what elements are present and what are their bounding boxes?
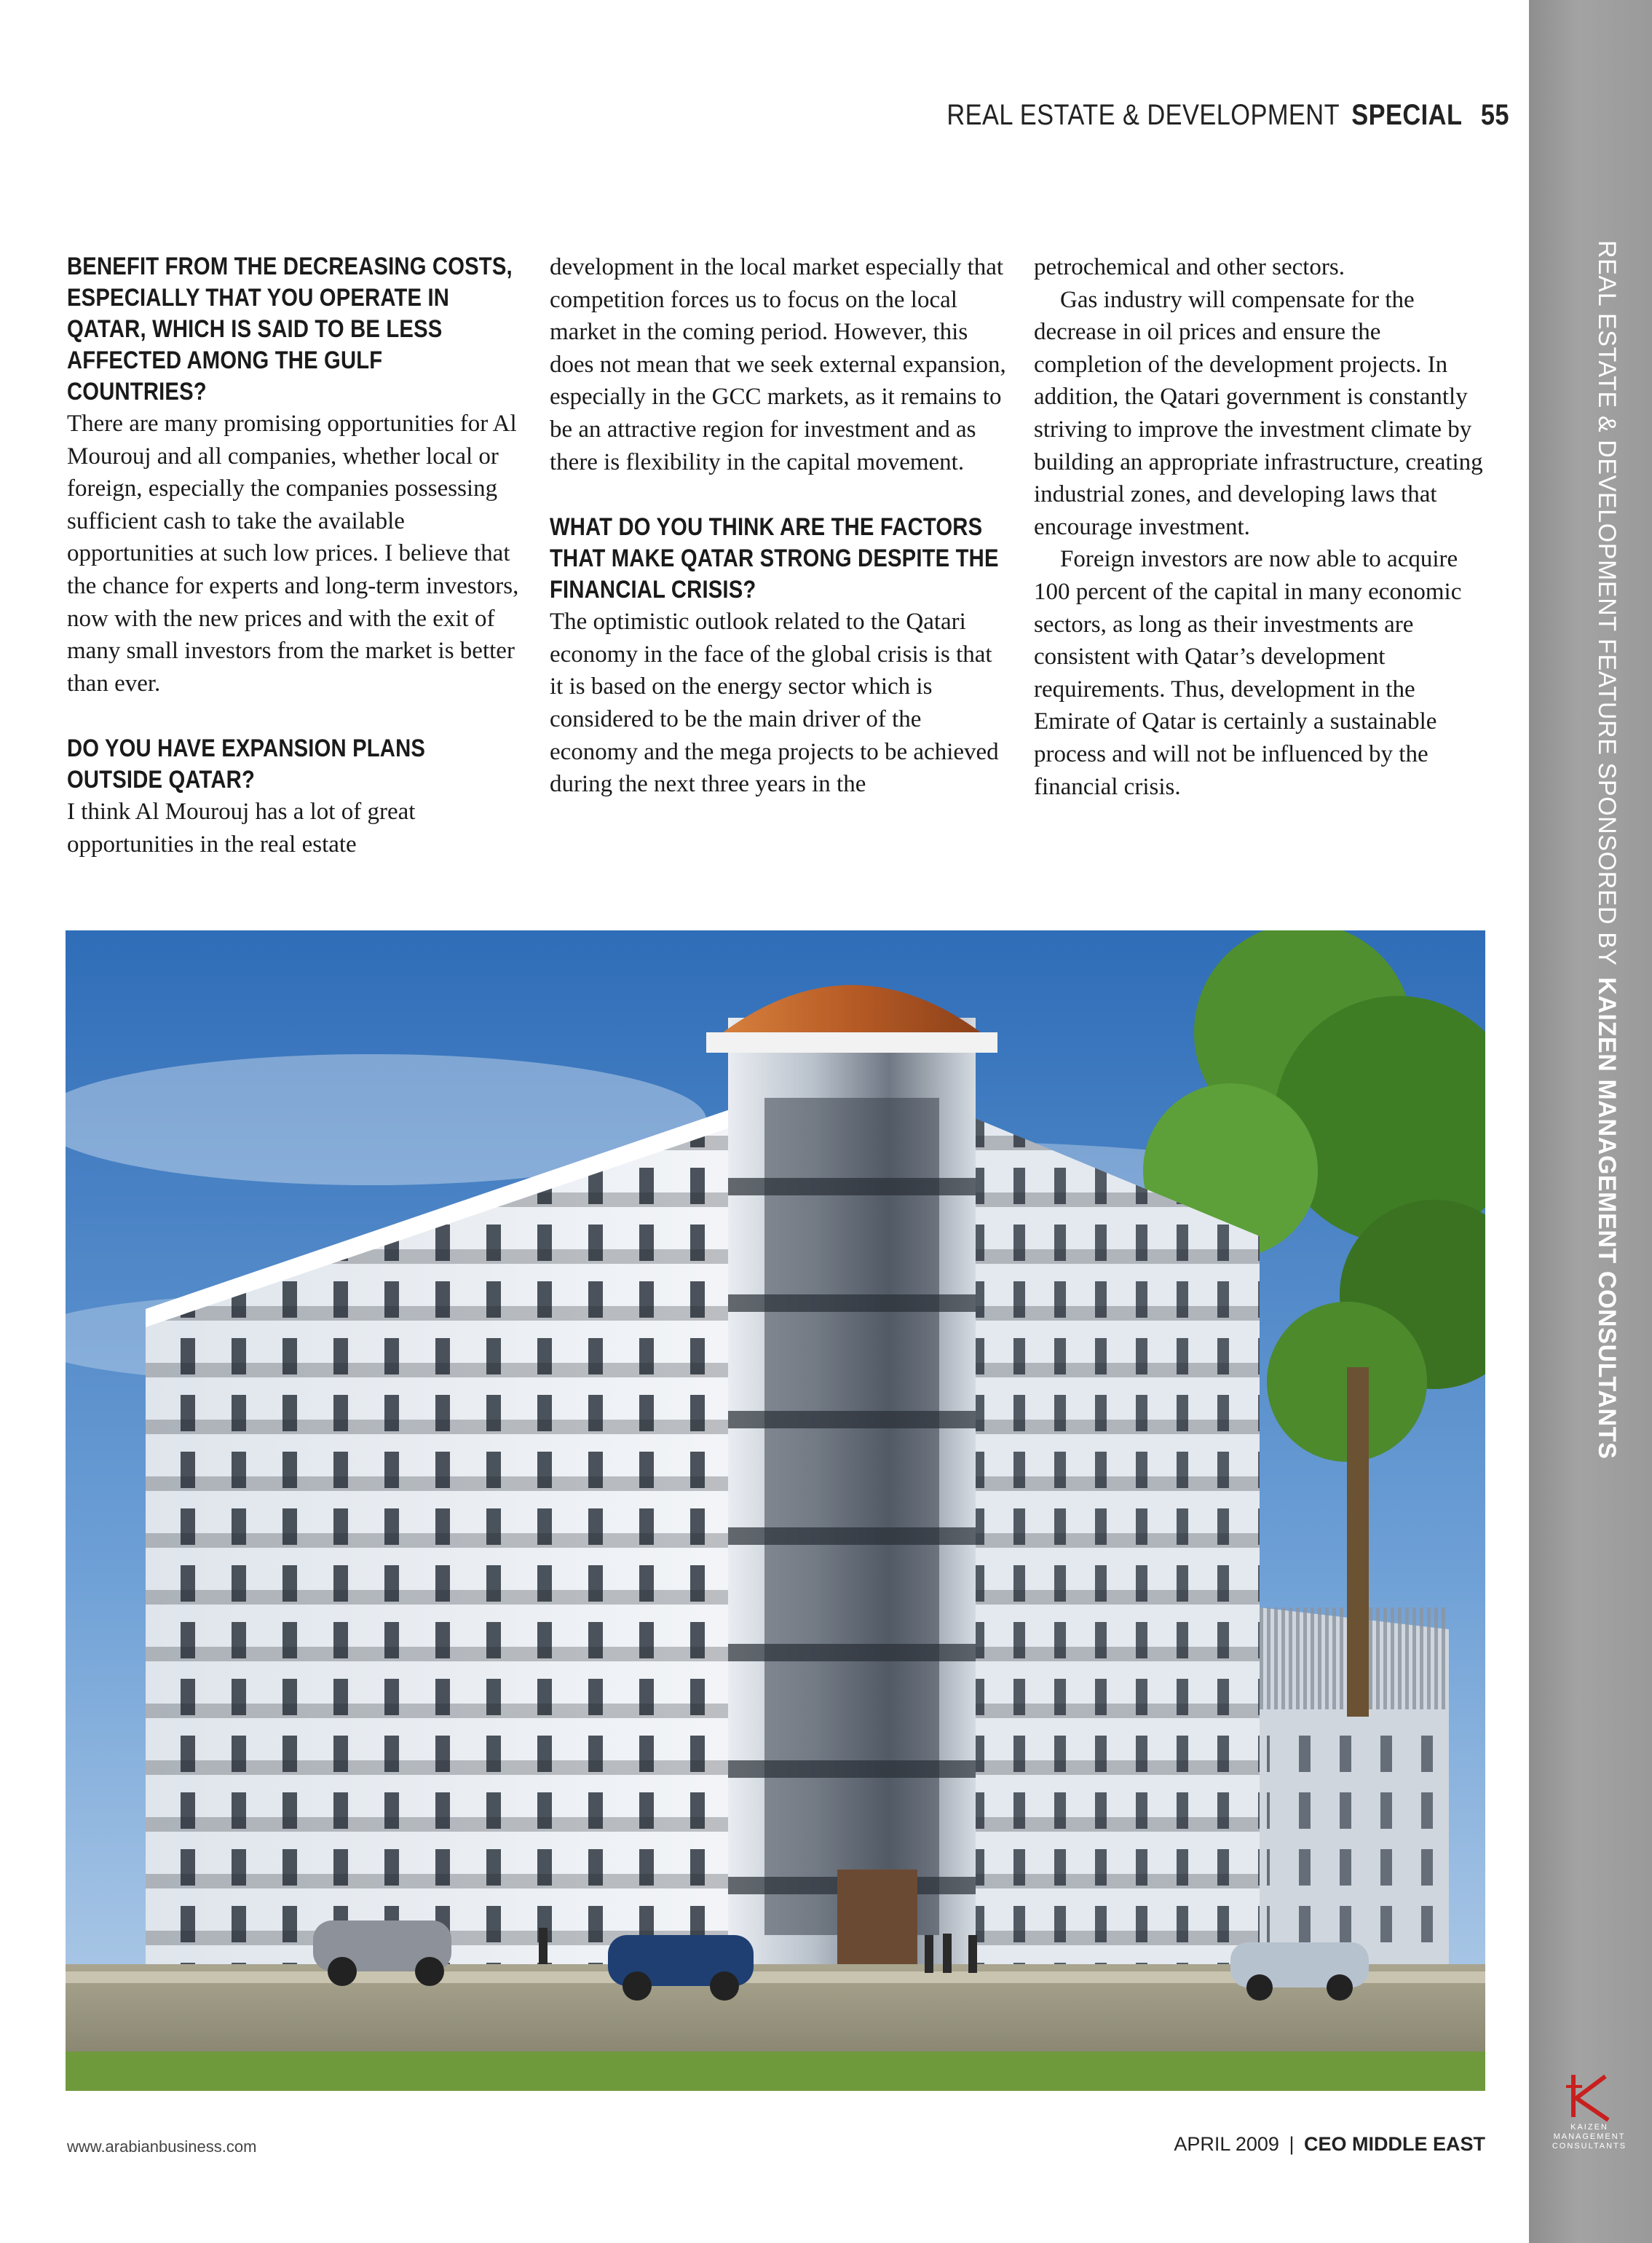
footer-issue-date: APRIL 2009 bbox=[1174, 2133, 1279, 2155]
sponsor-sidebar-text bbox=[1592, 240, 1621, 1459]
article-column-1 bbox=[67, 251, 526, 861]
article-column-3 bbox=[1034, 251, 1493, 803]
sidebar-prefix: REAL ESTATE & DEVELOPMENT FEATURE SPONSORED BY bbox=[1593, 240, 1621, 966]
answer-paragraph: Foreign investors are now able to acquire 100 percent of the capital in many economic sectors, as long as their investments are consistent with Qatar’s development requirements. Thus, development in the Emirate of Qatar is certainly a sustainable process and will not be influenced by the financial crisis. bbox=[1034, 546, 1462, 800]
answer-paragraph-continued: petrochemical and other sectors. bbox=[1034, 254, 1345, 280]
footer-website: www.arabianbusiness.com bbox=[67, 2137, 257, 2156]
logo-line: KAIZEN bbox=[1570, 2123, 1608, 2132]
logo-line: MANAGEMENT bbox=[1553, 2132, 1626, 2141]
answer-paragraph-start: I think Al Mourouj has a lot of great opportunities in the real estate bbox=[67, 799, 416, 858]
header-special: SPECIAL bbox=[1351, 99, 1463, 131]
page-header bbox=[946, 99, 1509, 132]
answer-paragraph-start: The optimistic outlook related to the Qatari economy in the face of the global crisis is that it is based on the energy sector which is considered to be the main driver of the economy and the mega projects to be achieved during the next three years in the bbox=[550, 609, 999, 798]
question-heading: BENEFIT FROM THE DECREASING COSTS, ESPECIALLY THAT YOU OPERATE IN QATAR, WHICH IS SAID TO BE LESS AFFECTED AMONG THE GULF COUNTRIES? bbox=[67, 253, 513, 406]
footer-separator: | bbox=[1289, 2133, 1295, 2155]
logo-line: CONSULTANTS bbox=[1552, 2142, 1627, 2151]
question-heading: WHAT DO YOU THINK ARE THE FACTORS THAT MAKE QATAR STRONG DESPITE THE FINANCIAL CRISIS? bbox=[550, 513, 999, 604]
answer-paragraph: There are many promising opportunities for Al Mourouj and all companies, whether local or foreign, especially the companies possessing sufficient cash to take the available opportunities at such low prices. I believe that the chance for experts and long-term investors, now with the new prices and with the exit of many small investors from the market is better than ever. bbox=[67, 411, 519, 697]
footer-issue-info bbox=[1136, 2133, 1485, 2156]
answer-paragraph: Gas industry will compensate for the decrease in oil prices and ensure the completion of the development projects. In addition, the Qatari government is constantly striving to improve the investment climate by building an appropriate infrastructure, creating industrial zones, and developing laws that encourage investment. bbox=[1034, 286, 1483, 540]
page-number: 55 bbox=[1480, 99, 1509, 131]
question-heading: DO YOU HAVE EXPANSION PLANS OUTSIDE QATAR? bbox=[67, 735, 426, 794]
answer-paragraph-continued: development in the local market especially that competition forces us to focus on the local market in the coming period. However, this does not mean that we seek external expansion, especially in the GCC markets, as it remains to be an attractive region for investment and as there is flexibility in the capital movement. bbox=[550, 254, 1006, 475]
sidebar-sponsor: KAIZEN MANAGEMENT CONSULTANTS bbox=[1593, 977, 1621, 1460]
building-photo bbox=[66, 930, 1485, 2091]
header-section: REAL ESTATE & DEVELOPMENT bbox=[946, 99, 1340, 131]
kaizen-logo bbox=[1542, 2072, 1637, 2159]
article-column-2 bbox=[550, 251, 1008, 801]
kaizen-k-icon bbox=[1560, 2072, 1619, 2123]
footer-magazine-name: CEO MIDDLE EAST bbox=[1303, 2133, 1485, 2155]
sponsor-sidebar bbox=[1529, 0, 1652, 2243]
